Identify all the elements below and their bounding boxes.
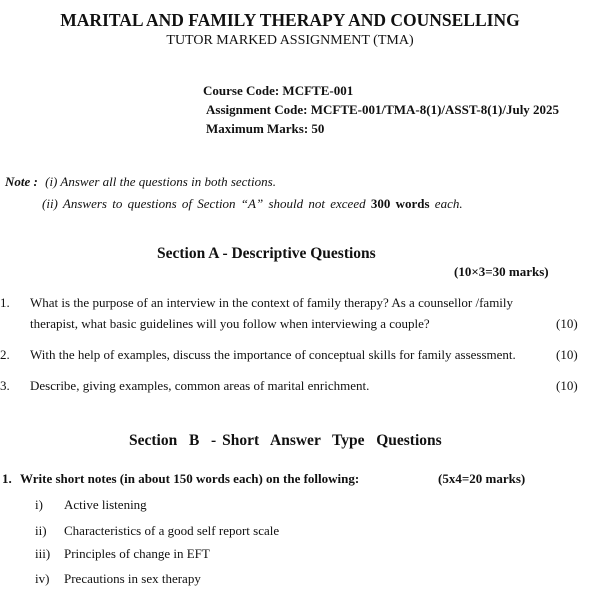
- question-text: Describe, giving examples, common areas of marital enrichment.: [30, 378, 370, 393]
- maximum-marks: Maximum Marks: 50: [206, 121, 325, 136]
- note-line-2: [42, 197, 463, 210]
- section-b-question: Write short notes (in about 150 words each) on the following:: [20, 471, 360, 486]
- item-number: ii): [35, 523, 47, 538]
- question-marks: (10): [556, 378, 578, 393]
- note-text-2-prefix: (ii) Answers to questions of Section “A” should not exceed: [42, 196, 366, 211]
- note-word-limit: 300 words: [370, 196, 430, 211]
- section-b-title: Section B - Short Answer Type Questions: [129, 432, 442, 449]
- section-a-title: Section A - Descriptive Questions: [157, 245, 376, 262]
- item-number: i): [35, 497, 43, 512]
- item-number: iii): [35, 546, 51, 561]
- item-text: Characteristics of a good self report scale: [64, 523, 280, 538]
- item-number: iv): [35, 571, 50, 586]
- document-subtitle: TUTOR MARKED ASSIGNMENT (TMA): [166, 33, 414, 48]
- item-text: Active listening: [64, 497, 147, 512]
- item-text: Principles of change in EFT: [64, 546, 210, 561]
- question-number: 3.: [0, 378, 10, 393]
- question-marks: (10): [556, 316, 578, 331]
- item-text: Precautions in sex therapy: [64, 571, 201, 586]
- document-title: MARITAL AND FAMILY THERAPY AND COUNSELLING: [60, 10, 520, 30]
- question-marks: (10): [556, 347, 578, 362]
- note-line-1: [5, 175, 276, 188]
- question-text: With the help of examples, discuss the importance of conceptual skills for family assessment.: [30, 347, 516, 362]
- question-number: 1.: [0, 295, 10, 310]
- section-a-marks: (10×3=30 marks): [454, 264, 549, 279]
- note-text-2-suffix: each.: [434, 196, 463, 211]
- question-text: What is the purpose of an interview in the context of family therapy? As a counsellor /family: [30, 295, 514, 310]
- note-text-1: (i) Answer all the questions in both sections.: [45, 174, 276, 189]
- section-b-question-number: 1.: [2, 471, 12, 486]
- question-text: therapist, what basic guidelines will you follow when interviewing a couple?: [30, 316, 430, 331]
- course-code: Course Code: MCFTE-001: [203, 83, 354, 98]
- section-b-marks: (5x4=20 marks): [438, 471, 526, 486]
- note-label: Note :: [5, 174, 38, 189]
- question-number: 2.: [0, 347, 10, 362]
- assignment-code: Assignment Code: MCFTE-001/TMA-8(1)/ASST-8(1)/July 2025: [206, 102, 560, 117]
